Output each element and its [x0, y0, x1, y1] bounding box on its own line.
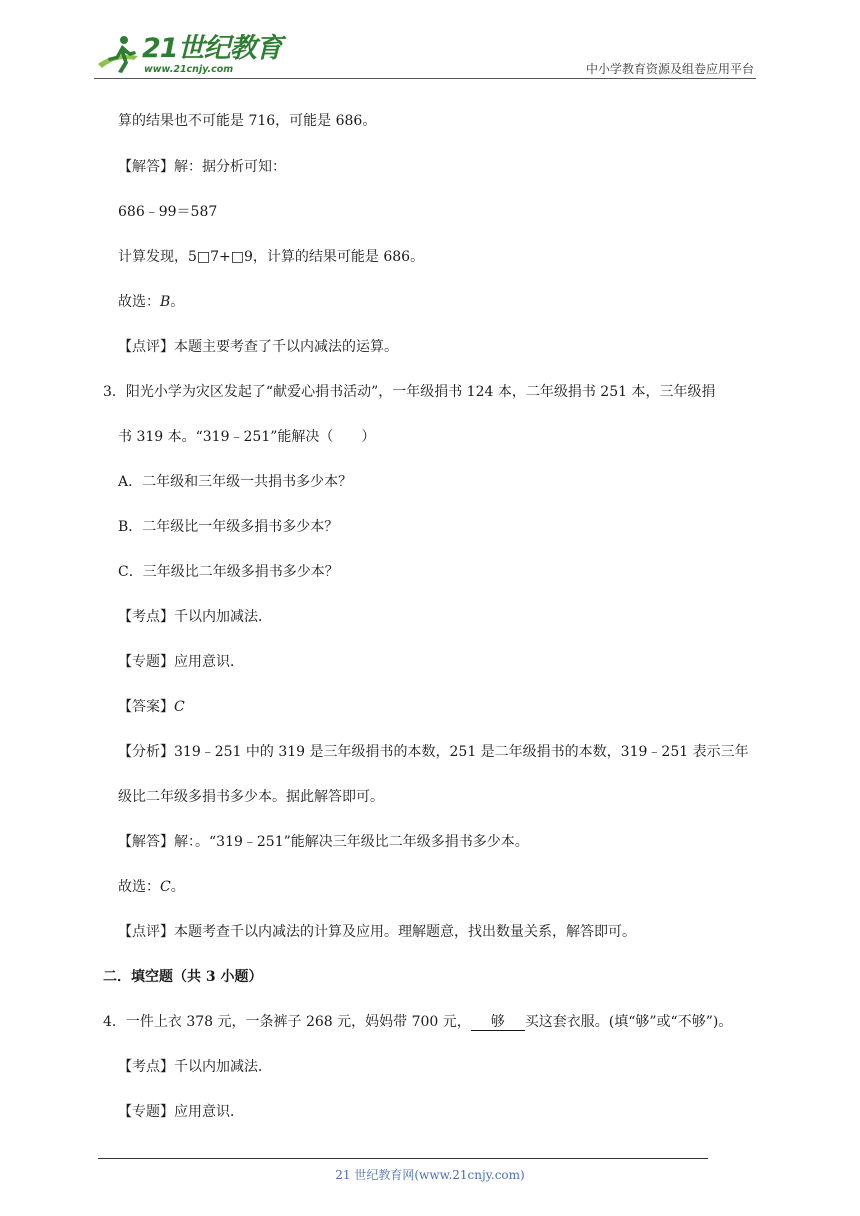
answer-choice-q3	[118, 878, 185, 896]
option-a: A．二年级和三年级一共捐书多少本？	[118, 474, 353, 490]
analysis-continuation: 算的结果也不可能是 716，可能是 686。	[118, 113, 377, 129]
logo-url: www.21cnjy.com	[144, 64, 234, 75]
option-b: B．二年级比一年级多捐书多少本？	[118, 519, 339, 535]
answer-letter: B	[160, 294, 171, 310]
comment-q2: 【点评】本题主要考查了千以内减法的运算。	[118, 339, 398, 355]
header-divider	[94, 78, 756, 79]
answer-label: 故选：	[118, 294, 160, 310]
section-heading-fill-blank: 二．填空题（共 3 小题）	[103, 969, 263, 985]
answer-label: 【答案】	[118, 699, 174, 715]
topic-q3: 【专题】应用意识．	[118, 654, 244, 670]
solution-q3: 【解答】解：。“319﹣251”能解决三年级比二年级多捐书多少本。	[118, 834, 529, 850]
analysis-q3-line1: 【分析】319﹣251 中的 319 是三年级捐书的本数，251 是二年级捐书的本数，319﹣251 表示三年	[118, 744, 749, 760]
solution-heading-q2: 【解答】解：据分析可知：	[118, 159, 286, 175]
question-4-stem	[103, 1013, 732, 1031]
analysis-q3-line2: 级比二年级多捐书多少本。据此解答即可。	[118, 789, 384, 805]
answer-q3	[118, 698, 185, 716]
answer-period: 。	[170, 294, 185, 310]
footer-link[interactable]: 21 世纪教育网(www.21cnjy.com)	[335, 1168, 525, 1182]
logo-title: 21世纪教育	[142, 33, 282, 64]
page-header	[0, 0, 860, 82]
calculation-finding: 计算发现，5□7+□9，计算的结果可能是 686。	[118, 249, 425, 265]
answer-letter: C	[160, 879, 171, 895]
footer-divider	[98, 1158, 708, 1159]
comment-q3: 【点评】本题考查千以内减法的计算及应用。理解题意，找出数量关系，解答即可。	[118, 924, 636, 940]
answer-label: 故选：	[118, 879, 160, 895]
site-logo[interactable]	[94, 33, 282, 78]
platform-name: 中小学教育资源及组卷应用平台	[585, 62, 754, 76]
question-4-text-end: 买这套衣服。(填“够”或“不够”)。	[524, 1014, 733, 1030]
knowledge-point-q4: 【考点】千以内加减法．	[118, 1059, 272, 1075]
option-c: C．三年级比二年级多捐书多少本？	[118, 564, 339, 580]
answer-blank: 够	[471, 1015, 525, 1031]
answer-choice-q2	[118, 293, 184, 311]
topic-q4: 【专题】应用意识．	[118, 1104, 244, 1120]
question-3-stem-line1: 3．阳光小学为灾区发起了“献爱心捐书活动”，一年级捐书 124 本，二年级捐书 251 本，三年级捐	[103, 384, 716, 400]
knowledge-point-q3: 【考点】千以内加减法．	[118, 609, 272, 625]
question-4-text: 4．一件上衣 378 元，一条裤子 268 元，妈妈带 700 元，	[103, 1014, 471, 1030]
answer-letter: C	[174, 699, 185, 715]
answer-period: 。	[170, 879, 185, 895]
calculation-line: 686﹣99＝587	[118, 204, 218, 220]
running-figure-icon	[94, 34, 144, 78]
question-3-stem-line2: 书 319 本。“319﹣251”能解决（ ）	[118, 429, 376, 445]
